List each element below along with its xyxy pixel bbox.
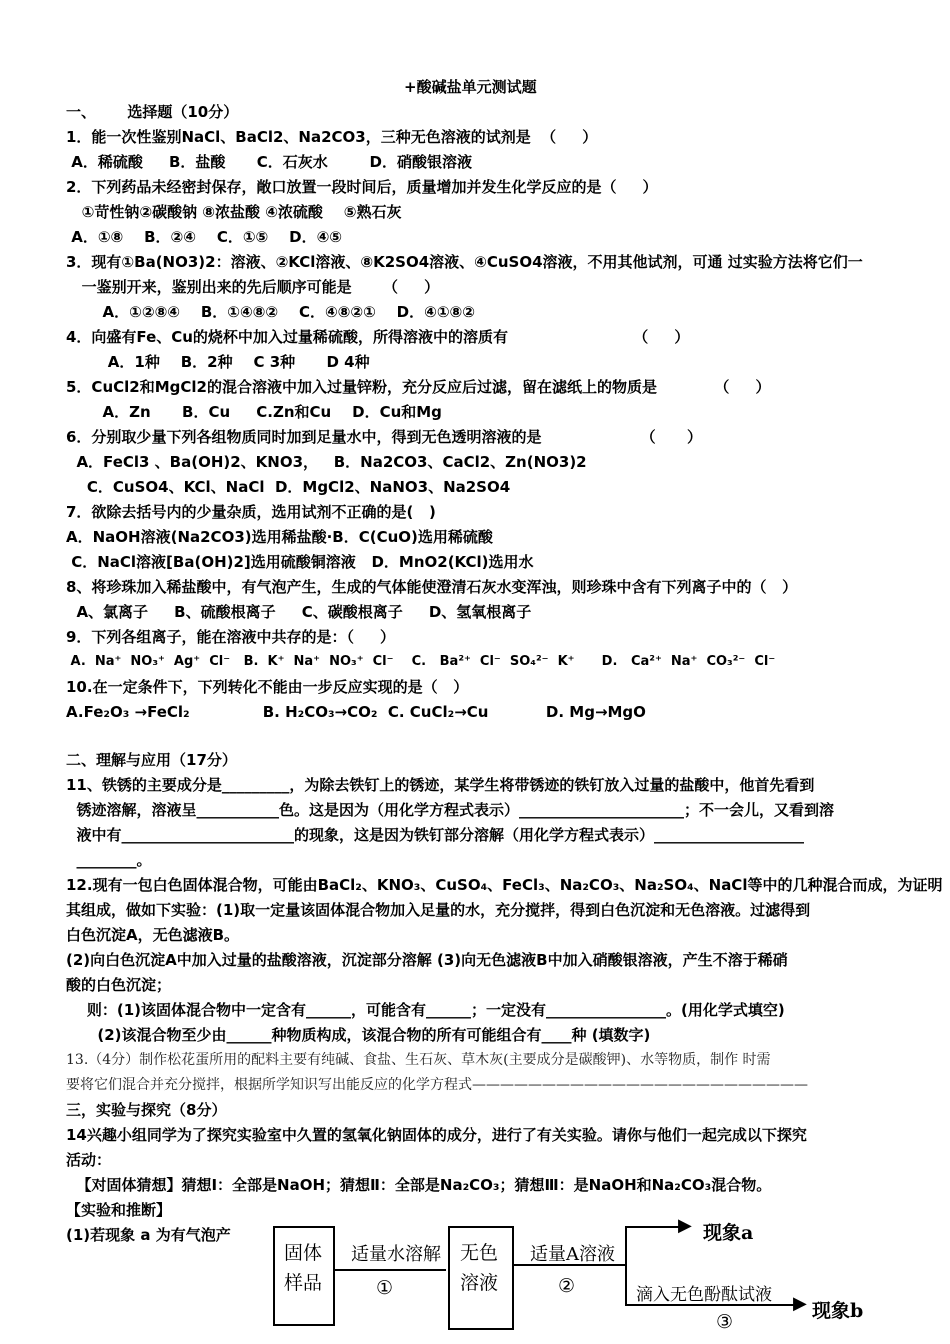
- q9-options: A. Na⁺ NO₃⁺ Ag⁺ Cl⁻ B. K⁺ Na⁺ NO₃⁺ Cl⁻ C. Ba²⁺ Cl⁻ SO₄²⁻ K⁺ D. Ca²⁺ Na⁺ CO₃²⁻ Cl⁻: [66, 654, 776, 669]
- q13-line-1: 13.（4分）制作松花蛋所用的配料主要有纯碱、食盐、生石灰、草木灰(主要成分是碳酸钾)、水等物质，制作 时需: [66, 1052, 771, 1068]
- step-2-stem: [512, 1264, 627, 1266]
- arrowhead-icon: ▶: [793, 1293, 807, 1314]
- q12-answer-1: 则：(1)该固体混合物中一定含有______，可能含有______；一定没有________________。(用化学式填空): [66, 1001, 785, 1019]
- branch-vertical-line: [625, 1226, 627, 1304]
- solid-sample-label-2: 样品: [284, 1272, 323, 1294]
- q7-options-ab: A．NaOH溶液(Na2CO3)选用稀盐酸·B．C(CuO)选用稀硫酸: [66, 528, 493, 546]
- q14-line-1: 14兴趣小组同学为了探究实验室中久置的氢氧化钠固体的成分，进行了有关实验。请你与他们一起完成以下探究: [66, 1126, 807, 1144]
- step-2-arrow-line: [625, 1226, 683, 1228]
- q11-line-2: 锈迹溶解，溶液呈___________色。这是因为（用化学方程式表示）______________________；不一会儿，又看到溶: [66, 801, 834, 819]
- section-1-heading: 一、 选择题（10分）: [66, 103, 239, 121]
- q5-stem: 5．CuCl2和MgCl2的混合溶液中加入过量锌粉，充分反应后过滤，留在滤纸上的物质是 （ ）: [66, 378, 771, 396]
- q3-options: A．①②⑧④ B．①④⑧② C．④⑧②① D．④①⑧②: [66, 303, 475, 321]
- q14-part-1: (1)若现象 a 为有气泡产: [66, 1226, 231, 1244]
- step-2-number: ②: [558, 1275, 576, 1297]
- step-1-label: 适量水溶解: [351, 1244, 441, 1265]
- step-1-arrow: [333, 1269, 446, 1271]
- section-3-heading: 三，实验与探究（8分）: [66, 1101, 227, 1119]
- q13-line-2: 要将它们混合并充分搅拌，根据所学知识写出能反应的化学方程式————————————————————————: [66, 1077, 808, 1093]
- q10-options: A.Fe₂O₃ →FeCl₂ B. H₂CO₃→CO₂ C. CuCl₂→Cu D. Mg→MgO: [66, 703, 646, 721]
- q2-stem: 2．下列药品未经密封保存，敞口放置一段时间后，质量增加并发生化学反应的是（ ）: [66, 178, 658, 196]
- q6-options-ab: A．FeCl3 、Ba(OH)2、KNO3， B．Na2CO3、CaCl2、Zn(NO3)2: [66, 453, 587, 471]
- q5-options: A．Zn B．Cu C.Zn和Cu D．Cu和Mg: [66, 403, 442, 421]
- q4-options: A．1种 B．2种 C 3种 D 4种: [66, 353, 370, 371]
- q7-stem: 7．欲除去括号内的少量杂质，选用试剂不正确的是( ): [66, 503, 436, 521]
- q12-line-2: 其组成，做如下实验：(1)取一定量该固体混合物加入足量的水，充分搅拌，得到白色沉淀和无色溶液。过滤得到: [66, 901, 811, 919]
- q2-items: ①苛性钠②碳酸钠 ⑧浓盐酸 ④浓硫酸 ⑤熟石灰: [66, 203, 402, 221]
- colorless-solution-label-2: 溶液: [460, 1272, 499, 1294]
- q14-line-2: 活动：: [66, 1151, 112, 1169]
- result-b-label: 现象b: [812, 1300, 864, 1322]
- q10-stem: 10.在一定条件下，下列转化不能由一步反应实现的是（ ）: [66, 678, 469, 696]
- page-title: +酸碱盐单元测试题: [404, 78, 537, 96]
- step-3-number: ③: [716, 1311, 734, 1333]
- colorless-solution-label-1: 无色: [460, 1242, 499, 1264]
- step-2-label: 适量A溶液: [530, 1244, 615, 1265]
- q11-line-3: 液中有_______________________的现象，这是因为铁钉部分溶解（用化学方程式表示）____________________: [66, 826, 804, 844]
- q14-hypothesis: 【对固体猜想】猜想Ⅰ：全部是NaOH；猜想Ⅱ：全部是Na₂CO₃；猜想Ⅲ：是NaOH和Na₂CO₃混合物。: [66, 1176, 772, 1194]
- q3-stem-cont: 一鉴别开来，鉴别出来的先后顺序可能是 （ ）: [66, 278, 440, 296]
- step-3-arrow-line: [625, 1304, 797, 1306]
- q1-options: A．稀硫酸 B．盐酸 C．石灰水 D．硝酸银溶液: [66, 153, 472, 171]
- q1-stem: 1．能一次性鉴别NaCl、BaCl2、Na2CO3，三种无色溶液的试剂是 （ ）: [66, 128, 598, 146]
- q12-line-5: 酸的白色沉淀；: [66, 976, 172, 994]
- q6-options-cd: C．CuSO4、KCl、NaCl D．MgCl2、NaNO3、Na2SO4: [66, 478, 511, 496]
- q7-options-cd: C．NaCl溶液[Ba(OH)2]选用硫酸铜溶液 D．MnO2(KCl)选用水: [66, 553, 534, 571]
- q8-stem: 8、将珍珠加入稀盐酸中，有气泡产生，生成的气体能使澄清石灰水变浑浊，则珍珠中含有下列离子中的（ ）: [66, 578, 798, 596]
- arrowhead-icon: ▶: [678, 1215, 692, 1236]
- q4-stem: 4．向盛有Fe、Cu的烧杯中加入过量稀硫酸，所得溶液中的溶质有 （ ）: [66, 328, 690, 346]
- step-3-label: 滴入无色酚酞试液: [636, 1285, 772, 1305]
- q11-line-4: ________。: [66, 851, 152, 869]
- q11-line-1: 11、铁锈的主要成分是_________，为除去铁钉上的锈迹，某学生将带锈迹的铁钉放入过量的盐酸中，他首先看到: [66, 776, 815, 794]
- section-2-heading: 二、理解与应用（17分）: [66, 751, 237, 769]
- q2-options: A．①⑧ B．②④ C．①⑤ D．④⑤: [66, 228, 342, 246]
- q8-options: A、氯离子 B、硫酸根离子 C、碳酸根离子 D、氢氧根离子: [66, 603, 532, 621]
- q12-line-4: (2)向白色沉淀A中加入过量的盐酸溶液，沉淀部分溶解 (3)向无色滤液B中加入硝酸银溶液，产生不溶于稀硝: [66, 951, 788, 969]
- q9-stem: 9．下列各组离子，能在溶液中共存的是：（ ）: [66, 628, 396, 646]
- q3-stem: 3．现有①Ba(NO3)2：溶液、②KCl溶液、⑧K2SO4溶液、④CuSO4溶液，不用其他试剂，可通 过实验方法将它们一: [66, 253, 863, 271]
- q12-line-1: 12.现有一包白色固体混合物，可能由BaCl₂、KNO₃、CuSO₄、FeCl₃、Na₂CO₃、Na₂SO₄、NaCl等中的几种混合而成，为证明: [66, 876, 943, 894]
- q12-line-3: 白色沉淀A，无色滤液B。: [66, 926, 240, 944]
- q12-answer-2: (2)该混合物至少由______种物质构成，该混合物的所有可能组合有____种 (填数字): [66, 1026, 651, 1044]
- q14-experiment-heading: 【实验和推断】: [66, 1201, 172, 1219]
- solid-sample-label-1: 固体: [284, 1242, 323, 1264]
- step-1-number: ①: [376, 1277, 394, 1299]
- q6-stem: 6．分别取少量下列各组物质同时加到足量水中，得到无色透明溶液的是 （ ）: [66, 428, 702, 446]
- result-a-label: 现象a: [703, 1222, 754, 1244]
